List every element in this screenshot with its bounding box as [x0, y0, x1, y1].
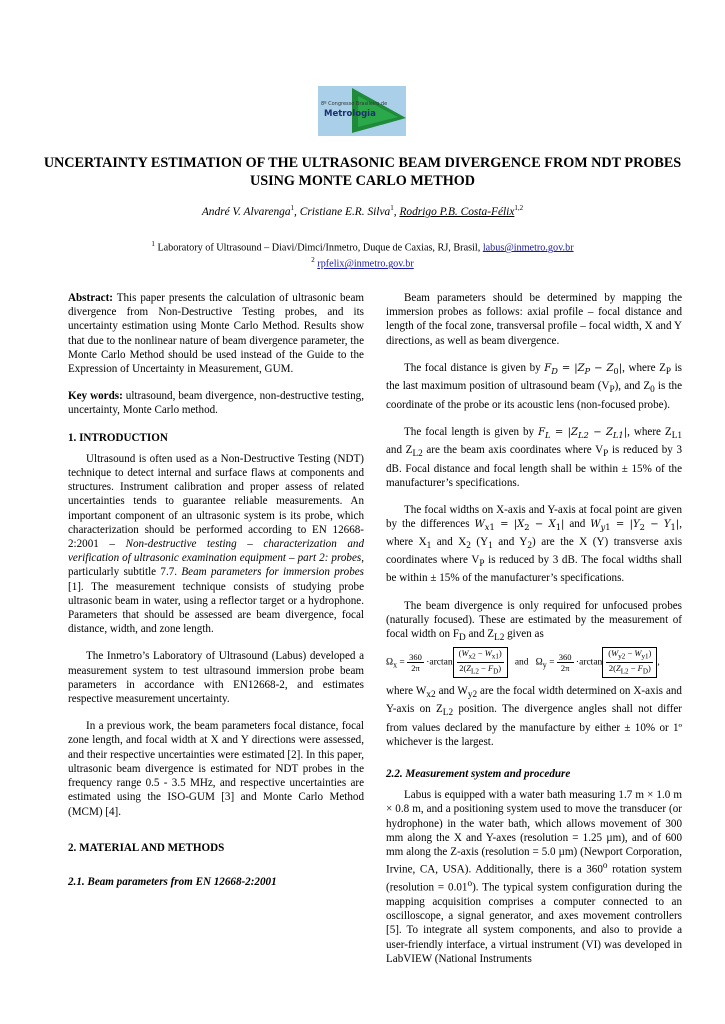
- section-heading: 1. INTRODUCTION: [68, 431, 168, 444]
- paragraph: In a previous work, the beam parameters focal distance, focal zone length, and focal width at X and Y directions were assessed, and their respective uncertainties were estimated [2]. In this paper, ultrasonic beam divergence is estimated for NDT probes in the frequency range 0.5 - 3.5 MHz, and respective uncertainties are estimated using the ISO-GUM [3] and Monte Carlo Method (MCM) [4].: [68, 720, 364, 818]
- paper-title: UNCERTAINTY ESTIMATION OF THE ULTRASONIC BEAM DIVERGENCE FROM NDT PROBES USING MONTE CARLO METHOD: [43, 155, 682, 189]
- paragraph: The focal length is given by $F_L = |Z_{L2} - Z_{L1}|$, where $Z_{L1}$ and $Z_{L2}$ are the beam axis coordinates where $V_P$ is reduced by 3 dB. Focal distance and focal length shall be within ± 15% of the manufacturer’s specifications.: [386, 425, 682, 489]
- left-column: [68, 291, 364, 896]
- subsection-heading: 2.2. Measurement system and procedure: [386, 768, 571, 781]
- equation-focal-length: $F_L = |Z_{L2} - Z_{L1}|$: [538, 426, 628, 440]
- equation-focal-distance: $F_D = |Z_P - Z_0|$: [544, 362, 623, 376]
- right-column: [386, 291, 682, 979]
- equation-divergence: $\Omega_x$ = $\frac{360}{2\pi}$ ·arctan $\frac{(W_{x2} - W_{x1})}{2(Z_{L2} - F_D)}$ and $\Omega_y$ = $\frac{360}{2\pi}$ ·arctan $\frac{(W_{y2} - W_{y1})}{2(Z_{L2} - F_D)}$ ,: [386, 648, 660, 676]
- paragraph: where $W_{x2}$ and $W_{y2}$ are the focal width determined on X-axis and Y-axis on $Z_{L2}$ position. The divergence angles shall not differ from values declared by the manufacture by either ± 10% or 1º whichever is the largest.: [386, 684, 683, 748]
- author-list: André V. Alvarenga$^1$, Cristiane E.R. Silva$^1$, Rodrigo P.B. Costa-Félix$^{1,2}$: [201, 204, 524, 218]
- email-link[interactable]: labus@inmetro.gov.br: [482, 242, 574, 254]
- paragraph: The focal distance is given by $F_D = |Z_P - Z_0|$, where $Z_P$ is the last maximum position of ultrasound beam $(V_P)$, and $Z_0$ is the coordinate of the probe or its acoustic lens (non-focused probe).: [386, 361, 683, 411]
- section-heading: 2. MATERIAL AND METHODS: [68, 841, 225, 854]
- author-name: Cristiane E.R. Silva: [299, 205, 391, 218]
- paragraph: The beam divergence is only required for unfocused probes (naturally focused). These are estimated by the measurement of focal width on $F_D$ and $Z_{L2}$ given as: [386, 599, 682, 644]
- paragraph: Labus is equipped with a water bath measuring 1.7 m × 1.0 m × 0.8 m, and a positioning system used to move the transducer (or hydrophone) in the water bath, which allows movement of 300 mm along the X and Y-axes (resolution = 1.25 µm), and of 600 mm along the Z-axis (resolution = 5.0 µm) (Newport Corporation, Irvine, CA, USA). Additionally, there is a 360$^o$ rotation system (resolution = $0.01^o$). The typical system configuration during the mapping acquisition comprises a computer connected to an oscilloscope, a signal generator, and axes movement controllers [5]. To integrate all system components, and also to provide a user-friendly interface, a virtual instrument (VI) was developed in LabVIEW (National Instruments: [386, 789, 682, 965]
- email-link[interactable]: rpfelix@inmetro.gov.br: [317, 258, 414, 270]
- subsection-heading: 2.1. Beam parameters from EN 12668-2:2001: [68, 875, 277, 888]
- conference-logo: [318, 86, 406, 136]
- paragraph: The focal widths on X-axis and Y-axis at focal point are given by the differences $W_{x1} = |X_2 - X_1|$ and $W_{y1} = |Y_2 - Y_1|$, where $X_1$ and $X_2$ ($Y_1$ and $Y_2$) are the X (Y) transverse axis coordinates where $V_P$ is reduced by 3 dB. The focal widths shall be within ± 15% of the manufacturer’s specifications.: [386, 504, 683, 585]
- author-name: André V. Alvarenga: [201, 205, 291, 218]
- abstract: Abstract: This paper presents the calculation of ultrasonic beam divergence from Non-Destructive Testing probes, and its uncertainty estimation using Monte Carlo Method. Results show that due to the nonlinear nature of beam divergence parameter, the Monte Carlo Method should be used instead of the Guide to the Expression of Uncertainty in Measurement, GUM.: [68, 292, 364, 376]
- logo-main-text: Metrologia: [324, 109, 376, 119]
- paragraph: The Inmetro’s Laboratory of Ultrasound (Labus) developed a measurement system to test ultrasound immersion probe beam parameters in accordance with EN12668-2, and estimates respective measurement uncertainty.: [68, 650, 364, 706]
- logo-top-text: 8º Congresso Brasileiro de: [321, 101, 388, 107]
- metrologia-logo-icon: [318, 86, 406, 136]
- equation-width-y: $W_{y1} = |Y_2 - Y_1|$: [590, 519, 680, 533]
- affiliations: $^1$ Laboratory of Ultrasound – Diavi/Dimci/Inmetro, Duque de Caxias, RJ, Brasil, labus@inmetro.gov.br $^2$ rpfelix@inmetro.gov.br: [151, 240, 574, 270]
- paragraph: Ultrasound is often used as a Non-Destructive Testing (NDT) technique to detect internal and surface flaws at components and structures. Instrument calibration and proper assess of related uncertainties tends to guarantee reliable measurements. An important component of an ultrasonic system is its probe, which characterization should be performed according to EN 12668-2:2001 – Non-destructive testing – characterization and verification of ultrasonic examination equipment – part 2: probes, particularly subtitle 7.7. Beam parameters for immersion probes [1]. The measurement technique consists of studying probe ultrasonic beam in water, using a reflector target or a hydrophone. Parameters that should be assessed are beam divergence, focal distance, width, and zone length.: [68, 452, 364, 636]
- author-name: Rodrigo P.B. Costa-Félix: [399, 205, 515, 218]
- paragraph: Beam parameters should be determined by mapping the immersion probes as follows: axial profile – focal distance and length of the focal zone, transversal profile – focal width, X and Y directions, as well as beam divergence.: [386, 292, 682, 347]
- equation-width-x: $W_{x1} = |X_2 - X_1|$: [474, 519, 565, 533]
- keywords: Key words: ultrasound, beam divergence, non-destructive testing, uncertainty, Monte Carlo method.: [68, 390, 364, 417]
